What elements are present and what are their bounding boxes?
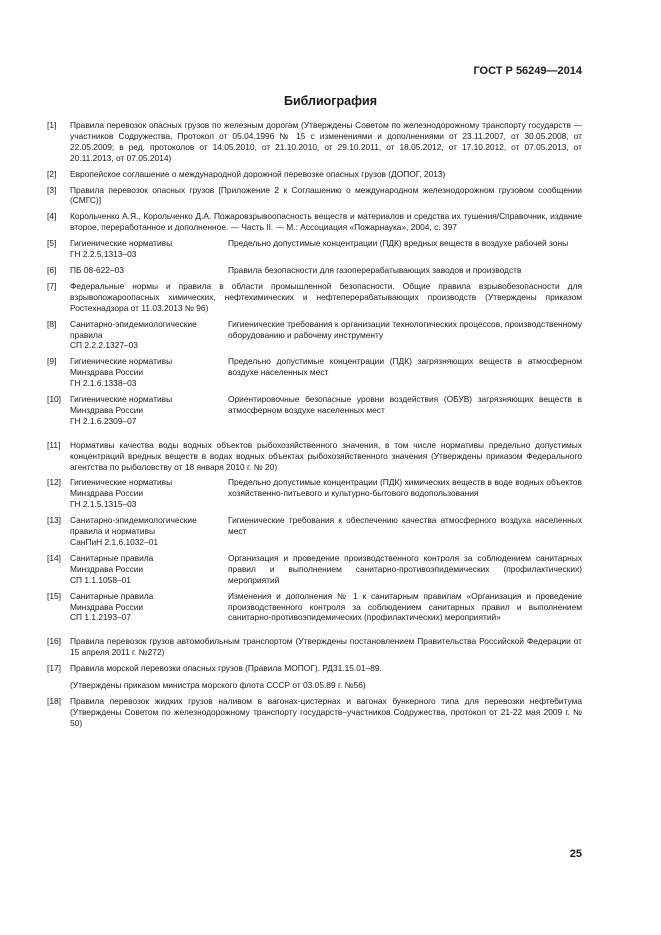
entry-number: [14] bbox=[47, 552, 61, 563]
entry-code-line: Гигиенические нормативы bbox=[70, 477, 173, 488]
entry-number: [2] bbox=[47, 168, 57, 179]
entry-description: Ориентировочные безопасные уровни воздействия (ОБУВ) загрязняющих веществ в атмосферном воздухе населенных мест bbox=[228, 394, 582, 415]
page-number: 25 bbox=[569, 848, 582, 860]
bibliography-entry bbox=[47, 356, 582, 389]
spacer bbox=[47, 628, 582, 636]
entry-code-line: ГН 2.1.6.1338–03 bbox=[70, 378, 137, 389]
entry-code-line: Гигиенические нормативы bbox=[70, 356, 173, 367]
entry-code-line: СП 2.2.2.1327–03 bbox=[70, 340, 138, 351]
entry-code-line: Минздрава России bbox=[70, 488, 144, 499]
entry-code-line: СанПиН 2.1.6.1032–01 bbox=[70, 537, 159, 547]
bibliography-entry bbox=[47, 169, 582, 180]
document-header: ГОСТ Р 56249—2014 bbox=[473, 65, 582, 77]
entry-number: [12] bbox=[47, 477, 61, 488]
page-title: Библиография bbox=[283, 94, 378, 108]
bibliography-entry bbox=[47, 120, 582, 164]
entry-code-line: Минздрава России bbox=[70, 601, 144, 612]
entry-code-line: СП 1.1.2193–07 bbox=[70, 612, 131, 623]
entry-text: Правила перевозок опасных грузов по железным дорогам (Утверждены Советом по железнодорожному транспорту государств — участников Содружества, Протокол от 05.04.1996 № 15 с изменениями и дополнениями от 23.11.2007, от 30.05.2008, от 22.05.2009; в ред. протоколов от 14.05.2010, от 21.10.2010, от 29.10.2011, от 18.05.2012, от 17.10.2012, от 07.05.2013, от 20.11.2013, от 07.05.2014) bbox=[70, 120, 582, 163]
bibliography-entry bbox=[47, 636, 582, 658]
entry-number: [4] bbox=[47, 211, 57, 222]
entry-document-code bbox=[70, 238, 225, 260]
entry-description: Гигиенические требования к организации технологических процессов, производственному оборудованию и рабочему инструменту bbox=[228, 318, 582, 340]
entry-text: Правила морской перевозки опасных грузов (Правила МОПОГ). РД31.15.01–89. bbox=[70, 663, 382, 674]
entry-code-line: Санитарные правила bbox=[70, 552, 154, 563]
entry-code-line: ГН 2.2.5.1313–03 bbox=[70, 249, 137, 260]
entry-code-line: правила и нормативы bbox=[70, 526, 156, 537]
entry-code-line: Гигиенические нормативы bbox=[70, 394, 173, 405]
bibliography-entry bbox=[47, 591, 582, 624]
entry-description: Предельно допустимые концентрации (ПДК) вредных веществ в воздухе рабочей зоны bbox=[228, 238, 569, 249]
entry-document-code bbox=[70, 265, 225, 276]
entry-text: Правила перевозок грузов автомобильным транспортом (Утверждены постановлением Правительства Российской Федерации от 15 апреля 2011 г. №272) bbox=[70, 636, 582, 658]
entry-number: [15] bbox=[47, 590, 61, 601]
spacer bbox=[47, 432, 582, 440]
entry-number: [9] bbox=[47, 356, 57, 367]
entry-document-code bbox=[70, 477, 225, 510]
entry-code-line: Минздрава России bbox=[70, 404, 144, 415]
entry-number: [3] bbox=[47, 184, 57, 195]
entry-description: Предельно допустимые концентрации (ПДК) химических веществ в воде водных объектов хозяйственно-питьевого и культурно-бытового водопользования bbox=[228, 477, 582, 499]
entry-code-line: ГН 2.1.5.1315–03 bbox=[70, 499, 137, 510]
bibliography-entry bbox=[47, 477, 582, 510]
entry-code-line: Санитарно-эпидемиологические bbox=[70, 318, 197, 329]
entry-description: Организация и проведение производственного контроля за соблюдением санитарных правил и выполнением санитарно-противоэпидемических (профилактических) мероприятий bbox=[228, 552, 582, 585]
entry-code-line: Гигиенические нормативы bbox=[70, 238, 173, 249]
entry-description: Предельно допустимые концентрации (ПДК) загрязняющих веществ в атмосферном воздухе населенных мест bbox=[228, 356, 582, 378]
entry-description: Правила безопасности для газоперерабатывающих заводов и производств bbox=[228, 264, 522, 275]
bibliography-entry bbox=[47, 281, 582, 314]
bibliography-entry bbox=[47, 185, 582, 207]
entry-code-line: правила bbox=[70, 329, 103, 340]
entry-text: Правила перевозок опасных грузов [Приложение 2 к Соглашению о международном железнодорожном грузовом сообщении (СМГС)] bbox=[70, 184, 582, 206]
entry-number: [13] bbox=[47, 515, 61, 526]
entry-document-code bbox=[70, 553, 225, 586]
bibliography-entry bbox=[47, 319, 582, 352]
entry-code-line: Санитарно-эпидемиологические bbox=[70, 515, 197, 526]
entry-number: [5] bbox=[47, 238, 57, 249]
entry-number: [18] bbox=[47, 695, 61, 706]
entry-text: Корольченко А.Я., Корольченко Д.А. Пожаровзрывоопасность веществ и материалов и средства их тушения/Справочник, издание второе, переработанное и дополненное. — Часть II. — М.: Ассоциация «Пожарнаука», 2004, с. 397 bbox=[70, 211, 582, 233]
entry-text: Нормативы качества воды водных объектов рыбохозяйственного значения, в том числе нормативы предельно допустимых концентраций вредных веществ в водах водных объектах рыбохозяйственного значения (Утверждены приказом Федерального агентства по рыболовству от 18 января 2010 г. № 20) bbox=[70, 439, 582, 472]
entry-document-code bbox=[70, 394, 225, 427]
entry-number: [11] bbox=[47, 439, 61, 450]
entry-code-line: Минздрава России bbox=[70, 563, 144, 574]
entry-number: [7] bbox=[47, 280, 57, 291]
entry-code-line: ПБ 08-622–03 bbox=[70, 264, 124, 275]
entry-text: Европейское соглашение о международной дорожной перевозке опасных грузов (ДОПОГ, 2013) bbox=[70, 168, 446, 179]
entry-document-code bbox=[70, 356, 225, 389]
bibliography-entry bbox=[47, 663, 582, 691]
entry-text: Федеральные нормы и правила в области промышленной безопасности. Общие правила взрывобезопасности для взрывопожароопасных химических, нефтехимических и нефтеперерабатывающих производств (Утверждены приказом Ростехнадзора от 11.03.2013 № 96) bbox=[70, 280, 582, 313]
entry-text: Правила перевозок жидких грузов наливом в вагонах-цистернах и вагонах бункерного типа для перевозки нефтебитума (Утверждены Советом по железнодорожному транспорту государств–участников Содружества, протокол от 21-22 мая 2009 г. № 50) bbox=[70, 695, 582, 728]
entry-number: [6] bbox=[47, 264, 57, 275]
bibliography-entry bbox=[47, 394, 582, 427]
bibliography-entry bbox=[47, 553, 582, 586]
bibliography-entry bbox=[47, 265, 582, 276]
entry-number: [16] bbox=[47, 636, 61, 647]
entry-number: [8] bbox=[47, 318, 57, 329]
bibliography-list bbox=[47, 120, 582, 734]
entry-code-line: СП 1.1.1058–01 bbox=[70, 574, 131, 585]
entry-code-line: ГН 2.1.6.2309–07 bbox=[70, 415, 137, 426]
entry-number: [10] bbox=[47, 394, 61, 405]
bibliography-entry bbox=[47, 211, 582, 233]
entry-number: [17] bbox=[47, 663, 61, 674]
bibliography-entry bbox=[47, 696, 582, 729]
entry-document-code bbox=[70, 515, 225, 548]
entry-document-code bbox=[70, 591, 225, 624]
entry-description: Гигиенические требования к обеспечению качества атмосферного воздуха населенных мест bbox=[228, 515, 582, 537]
entry-description: Изменения и дополнения № 1 к санитарным правилам «Организация и проведение производственного контроля за соблюдением санитарных правил и выполнением санитарно-противоэпидемических (профилактических) мероприятий» bbox=[228, 590, 582, 623]
entry-note: (Утверждены приказом министра морского флота СССР от 03.05.89 г. №56) bbox=[70, 680, 366, 691]
bibliography-entry bbox=[47, 515, 582, 548]
entry-document-code bbox=[70, 319, 225, 352]
bibliography-entry bbox=[47, 238, 582, 260]
entry-number: [1] bbox=[47, 120, 57, 130]
entry-code-line: Минздрава России bbox=[70, 367, 144, 378]
bibliography-entry bbox=[47, 440, 582, 473]
entry-code-line: Санитарные правила bbox=[70, 590, 154, 601]
